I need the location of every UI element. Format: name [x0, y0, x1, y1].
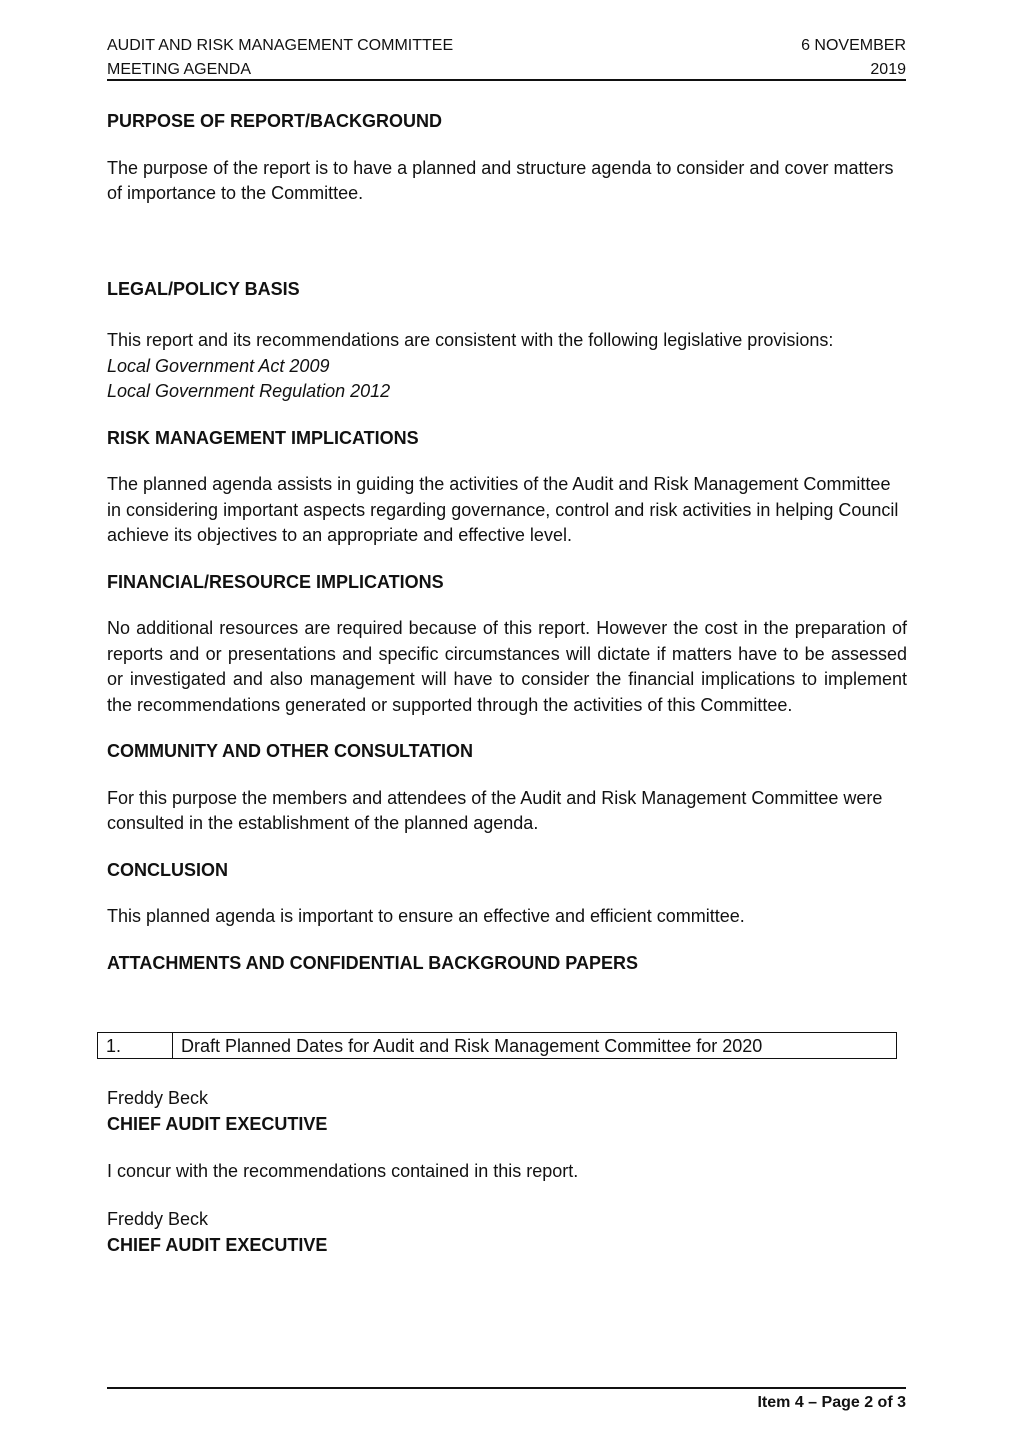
- purpose-heading: PURPOSE OF REPORT/BACKGROUND: [107, 111, 443, 131]
- header-date-day-month: 6 NOVEMBER: [801, 37, 906, 54]
- legal-act-1: Local Government Act 2009: [107, 355, 330, 376]
- signoff-block-1: [107, 1086, 907, 1137]
- header-divider: [107, 79, 906, 81]
- header-left: [107, 34, 453, 82]
- conclusion-body: This planned agenda is important to ensure an effective and efficient committee.: [107, 906, 745, 926]
- purpose-body: The purpose of the report is to have a planned and structure agenda to consider and cover matters of importance to the Committee.: [107, 157, 894, 203]
- report-body: [107, 109, 907, 976]
- risk-heading: RISK MANAGEMENT IMPLICATIONS: [107, 427, 419, 448]
- table-row: [98, 1033, 897, 1059]
- community-body: For this purpose the members and attendees of the Audit and Risk Management Committee were consulted in the establishment of the planned agenda.: [107, 787, 883, 833]
- legal-heading: LEGAL/POLICY BASIS: [107, 278, 300, 299]
- signoff-block-2: [107, 1207, 907, 1258]
- legal-body: This report and its recommendations are consistent with the following legislative provisions:: [107, 330, 834, 350]
- legal-act-2: Local Government Regulation 2012: [107, 381, 391, 401]
- footer-divider: [107, 1387, 906, 1389]
- header-committee-name: AUDIT AND RISK MANAGEMENT COMMITTEE: [107, 37, 454, 54]
- signoff-name-2: Freddy Beck: [107, 1209, 209, 1229]
- financial-heading: FINANCIAL/RESOURCE IMPLICATIONS: [107, 571, 444, 592]
- page-footer: Item 4 – Page 2 of 3: [757, 1394, 906, 1411]
- header-right: [801, 34, 906, 82]
- header-doc-type: MEETING AGENDA: [107, 61, 252, 78]
- signoff-name-1: Freddy Beck: [107, 1088, 209, 1108]
- concur-text: I concur with the recommendations contained in this report.: [107, 1161, 579, 1181]
- risk-body: The planned agenda assists in guiding the activities of the Audit and Risk Management Committee in considering important aspects regarding governance, control and risk activities in helping Council achieve its objectives to an appropriate and effective level.: [107, 474, 899, 545]
- concur-statement: [107, 1159, 907, 1185]
- signoff-title-1: CHIEF AUDIT EXECUTIVE: [107, 1113, 328, 1134]
- attachment-title: Draft Planned Dates for Audit and Risk Management Committee for 2020: [173, 1033, 897, 1059]
- conclusion-heading: CONCLUSION: [107, 859, 228, 880]
- attachments-heading: ATTACHMENTS AND CONFIDENTIAL BACKGROUND PAPERS: [107, 952, 638, 973]
- financial-body: No additional resources are required because of this report. However the cost in the preparation of reports and or presentations and specific circumstances will dictate if matters have to be assessed or investigated and also management will have to consider the financial implications to implement the recommendations generated or supported through the activities of this Committee.: [107, 618, 907, 715]
- attachments-table: [97, 1032, 897, 1059]
- header-date-year: 2019: [870, 61, 906, 78]
- attachment-number: 1.: [98, 1033, 173, 1059]
- community-heading: COMMUNITY AND OTHER CONSULTATION: [107, 741, 473, 761]
- signoff-title-2: CHIEF AUDIT EXECUTIVE: [107, 1234, 328, 1255]
